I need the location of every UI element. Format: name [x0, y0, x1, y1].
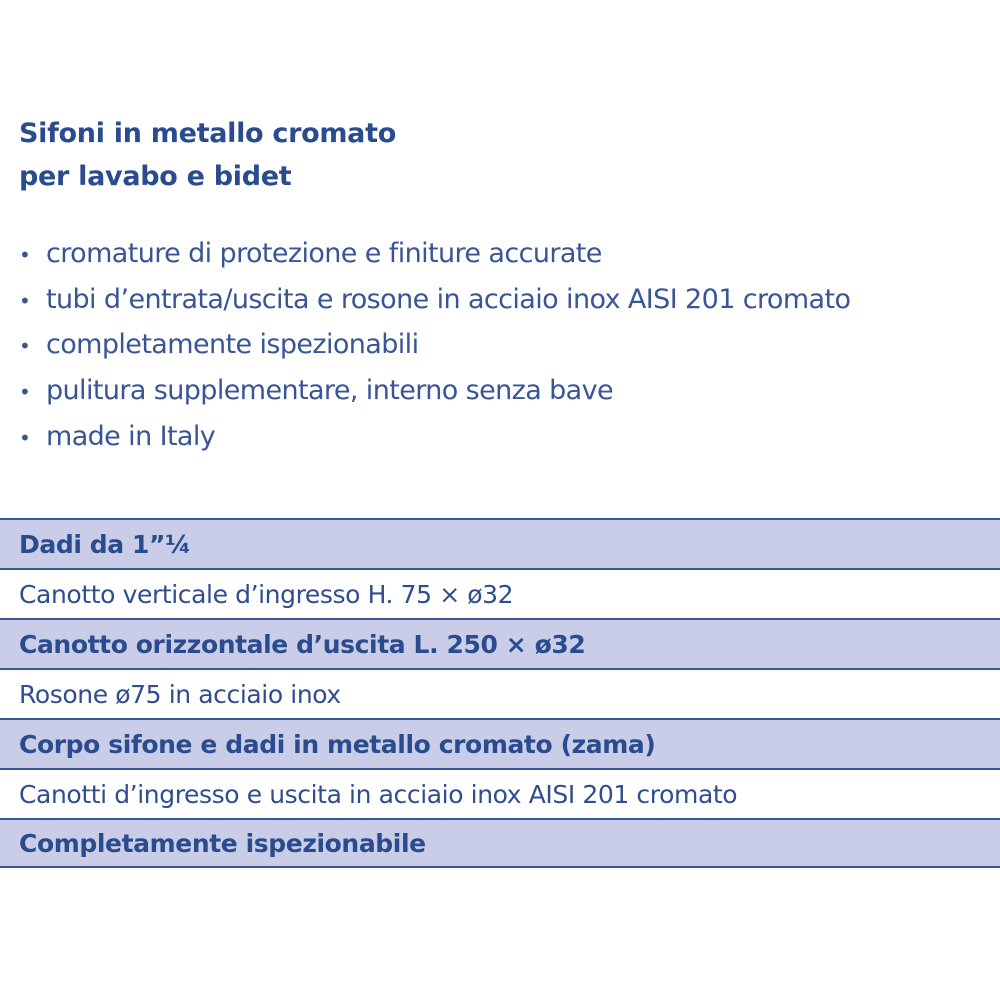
bullet-icon: •: [19, 334, 31, 359]
spec-row-inspectable: Completamente ispezionabile: [0, 818, 1000, 868]
spec-row-tubes-material: Canotti d’ingresso e uscita in acciaio inox AISI 201 cromato: [0, 768, 1000, 818]
feature-item: [19, 415, 850, 461]
feature-text: pulitura supplementare, interno senza bave: [46, 375, 614, 407]
feature-text: tubi d’entrata/uscita e rosone in acciaio inox AISI 201 cromato: [46, 283, 851, 315]
feature-item: [19, 278, 850, 324]
spec-row-body: Corpo sifone e dadi in metallo cromato (zama): [0, 718, 1000, 768]
feature-list: [19, 232, 850, 461]
bullet-icon: •: [19, 380, 31, 405]
feature-item: [19, 232, 850, 278]
product-title-line-2: per lavabo e bidet: [19, 161, 292, 192]
spec-row-nuts: Dadi da 1”¼: [0, 518, 1000, 568]
bullet-icon: •: [19, 425, 31, 450]
bullet-icon: •: [19, 243, 31, 267]
product-title: [19, 112, 396, 198]
feature-item: [19, 323, 850, 369]
feature-item: [19, 369, 850, 415]
bullet-icon: •: [19, 288, 31, 313]
spec-row-rosette: Rosone ø75 in acciaio inox: [0, 668, 1000, 718]
feature-text: completamente ispezionabili: [46, 329, 419, 361]
feature-text: cromature di protezione e finiture accurate: [46, 238, 602, 269]
spec-row-outlet-tube: Canotto orizzontale d’uscita L. 250 × ø32: [0, 618, 1000, 668]
product-title-line-1: Sifoni in metallo cromato: [19, 118, 396, 149]
feature-text: made in Italy: [46, 420, 216, 452]
spec-row-inlet-tube: Canotto verticale d’ingresso H. 75 × ø32: [0, 568, 1000, 618]
spec-table: [0, 518, 1000, 868]
